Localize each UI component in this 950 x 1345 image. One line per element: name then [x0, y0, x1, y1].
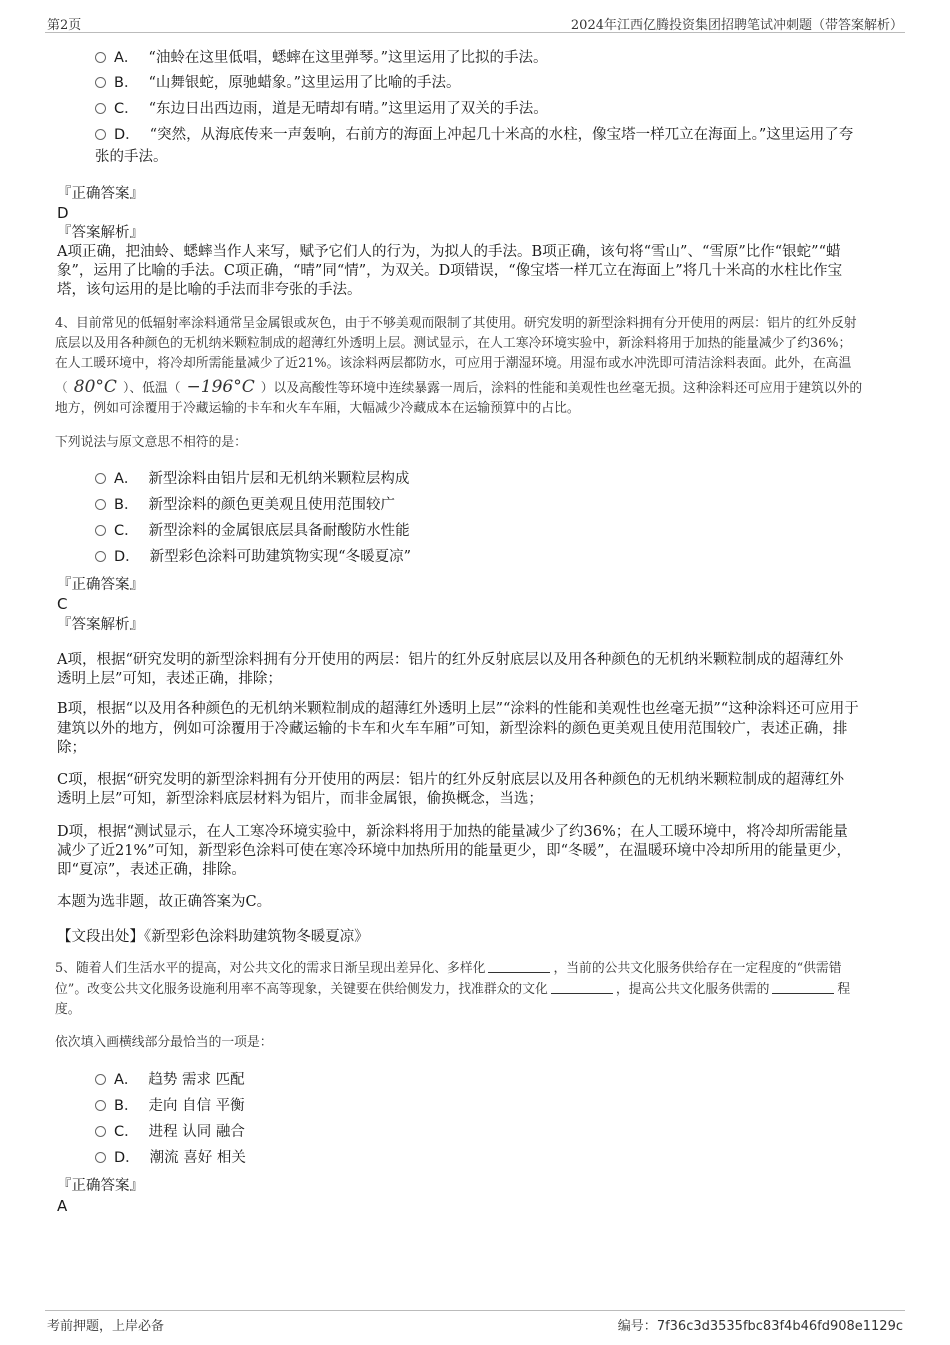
q4-stem-line-3: 在人工暖环境中，将冷却所需能量减少了近21%。该涂料两层都防水，可应用于潮湿环境。用湿布或水冲洗即可清洁涂料表面。此外，在高温: [55, 356, 852, 371]
document-id: 编号：7f36c3d3535fbc83f4b46fd908e1129c: [617, 1319, 903, 1334]
q5-answer: A: [57, 1197, 68, 1215]
q3-option-c[interactable]: C． “东边日出西边雨，道是无晴却有晴。”这里运用了双关的手法。: [95, 97, 548, 121]
page-number: 第2页: [47, 18, 82, 33]
q5-option-d[interactable]: D． 潮流 喜好 相关: [95, 1146, 246, 1170]
q4-option-c[interactable]: C． 新型涂料的金属银底层具备耐酸防水性能: [95, 519, 410, 543]
q5-option-b[interactable]: B． 走向 自信 平衡: [95, 1094, 245, 1118]
q3-option-b[interactable]: B． “山舞银蛇，原驰蜡象。”这里运用了比喻的手法。: [95, 71, 461, 95]
q4-analysis-c-1: C项，根据“研究发明的新型涂料拥有分开使用的两层：铝片的红外反射底层以及用各种颜色的无机纳米颗粒制成的超薄红外: [57, 772, 845, 788]
q4-analysis-d-2: 减少了近21%”可知，新型彩色涂料可使在寒冷环境中加热所用的能量更少，即“冬暖”，在温暖环境中冷却所用的能量更少，: [57, 843, 851, 859]
q5-stem-line-3: 度。: [55, 1002, 81, 1017]
radio-icon[interactable]: [95, 551, 106, 562]
radio-icon[interactable]: [95, 77, 106, 88]
q5-option-c[interactable]: C． 进程 认同 融合: [95, 1120, 245, 1144]
q4-option-d[interactable]: D． 新型彩色涂料可助建筑物实现“冬暖夏凉”: [95, 545, 411, 569]
q3-analysis-line-1: A项正确，把油蛉、蟋蟀当作人来写，赋予它们人的行为，为拟人的手法。B项正确，该句将“雪山”、“雪原”比作“银蛇”“蜡: [57, 244, 841, 260]
q4-analysis-a-1: A项，根据“研究发明的新型涂料拥有分开使用的两层：铝片的红外反射底层以及用各种颜色的无机纳米颗粒制成的超薄红外: [57, 652, 844, 668]
q4-conclusion: 本题为选非题，故正确答案为C。: [57, 894, 272, 910]
radio-icon[interactable]: [95, 52, 106, 63]
radio-icon[interactable]: [95, 1126, 106, 1137]
q4-analysis-c-2: 透明上层”可知，新型涂料底层材料为铝片，而非金属银，偷换概念，当选；: [57, 791, 543, 807]
q3-option-d[interactable]: D． “突然，从海底传来一声轰响，右前方的海面上冲起几十米高的水柱，像宝塔一样兀立在海面上。”这里运用了夸: [95, 123, 853, 147]
footer-slogan: 考前押题，上岸必备: [47, 1319, 165, 1334]
q4-analysis-d-1: D项，根据“测试显示，在人工寒冷环境实验中，新涂料将用于加热的能量减少了约36%；在人工暖环境中，将冷却所需能量: [57, 824, 848, 840]
q5-answer-label: 『正确答案』: [57, 1178, 144, 1194]
q5-prompt: 依次填入画横线部分最恰当的一项是：: [55, 1035, 273, 1050]
radio-icon[interactable]: [95, 473, 106, 484]
q4-stem-line-1: 4、目前常见的低辐射率涂料通常呈金属银或灰色，由于不够美观而限制了其使用。研究发明的新型涂料拥有分开使用的两层：铝片的红外反射: [55, 316, 857, 331]
q3-analysis-line-2: 象”，运用了比喻的手法。C项正确，“晴”同“情”，为双关。D项错误，“像宝塔一样兀立在海面上”将几十米高的水柱比作宝: [57, 263, 843, 279]
q4-source: 【文段出处】《新型彩色涂料助建筑物冬暖夏凉》: [57, 929, 369, 945]
q4-stem-line-2: 底层以及用各种颜色的无机纳米颗粒制成的超薄红外透明上层。测试显示，在人工寒冷环境实验中，新涂料将用于加热的能量减少了约36%；: [55, 336, 852, 351]
q3-analysis-line-3: 塔，该句运用的是比喻的手法而非夸张的手法。: [57, 282, 362, 298]
q3-analysis-label: 『答案解析』: [57, 225, 144, 241]
q4-analysis-b-1: B项，根据“以及用各种颜色的无机纳米颗粒制成的超薄红外透明上层”“涂料的性能和美观性也丝毫无损”“这种涂料还可应用于: [57, 701, 859, 717]
q5-blank-2[interactable]: [551, 980, 613, 994]
radio-icon[interactable]: [95, 1152, 106, 1163]
q4-option-a[interactable]: A． 新型涂料由铝片层和无机纳米颗粒层构成: [95, 467, 409, 491]
temp-high-formula: 80°C: [73, 377, 117, 397]
q3-answer-label: 『正确答案』: [57, 186, 144, 202]
temp-low-formula: −196°C: [186, 377, 255, 397]
radio-icon[interactable]: [95, 1074, 106, 1085]
radio-icon[interactable]: [95, 103, 106, 114]
q5-blank-3[interactable]: [772, 980, 834, 994]
radio-icon[interactable]: [95, 499, 106, 510]
q4-analysis-a-2: 透明上层”可知，表述正确，排除；: [57, 671, 282, 687]
q4-analysis-d-3: 即“夏凉”，表述正确，排除。: [57, 862, 246, 878]
q4-stem-line-5: 地方，例如可涂覆用于冷藏运输的卡车和火车车厢，大幅减少冷藏成本在运输预算中的占比。: [55, 401, 580, 416]
q5-stem-line-2: 位”。改变公共文化服务设施利用率不高等现象，关键要在供给侧发力，找准群众的文化 ，提高公共文化服务供需的 程: [55, 982, 851, 997]
q4-answer-label: 『正确答案』: [57, 577, 144, 593]
q4-answer: C: [57, 595, 68, 613]
q4-stem-line-4: （ 80°C ）、低温（ −196°C ）以及高酸性等环境中连续暴露一周后，涂料的性能和美观性也丝毫无损。这种涂料还可应用于建筑以外的: [55, 377, 863, 397]
document-title: 2024年江西亿腾投资集团招聘笔试冲刺题（带答案解析）: [570, 18, 903, 33]
q4-option-b[interactable]: B． 新型涂料的颜色更美观且使用范围较广: [95, 493, 395, 517]
radio-icon[interactable]: [95, 1100, 106, 1111]
q4-analysis-b-2: 建筑以外的地方，例如可涂覆用于冷藏运输的卡车和火车车厢”可知，新型涂料的颜色更美观且使用范围较广，表述正确，排: [57, 721, 848, 737]
q5-stem-line-1: 5、随着人们生活水平的提高，对公共文化的需求日渐呈现出差异化、多样化 ，当前的公共文化服务供给存在一定程度的“供需错: [55, 961, 842, 976]
page-header: [45, 14, 905, 33]
page-footer: [45, 1310, 905, 1335]
q5-blank-1[interactable]: [488, 959, 550, 973]
q3-option-a[interactable]: A． “油蛉在这里低唱，蟋蟀在这里弹琴。”这里运用了比拟的手法。: [95, 46, 548, 70]
q5-option-a[interactable]: A． 趋势 需求 匹配: [95, 1068, 245, 1092]
q4-analysis-label: 『答案解析』: [57, 617, 144, 633]
q4-prompt: 下列说法与原文意思不相符的是：: [55, 435, 247, 450]
radio-icon[interactable]: [95, 129, 106, 140]
q3-option-d-cont: 张的手法。: [95, 149, 168, 165]
radio-icon[interactable]: [95, 525, 106, 536]
q3-answer: D: [57, 204, 69, 222]
q4-analysis-b-3: 除；: [57, 740, 86, 756]
